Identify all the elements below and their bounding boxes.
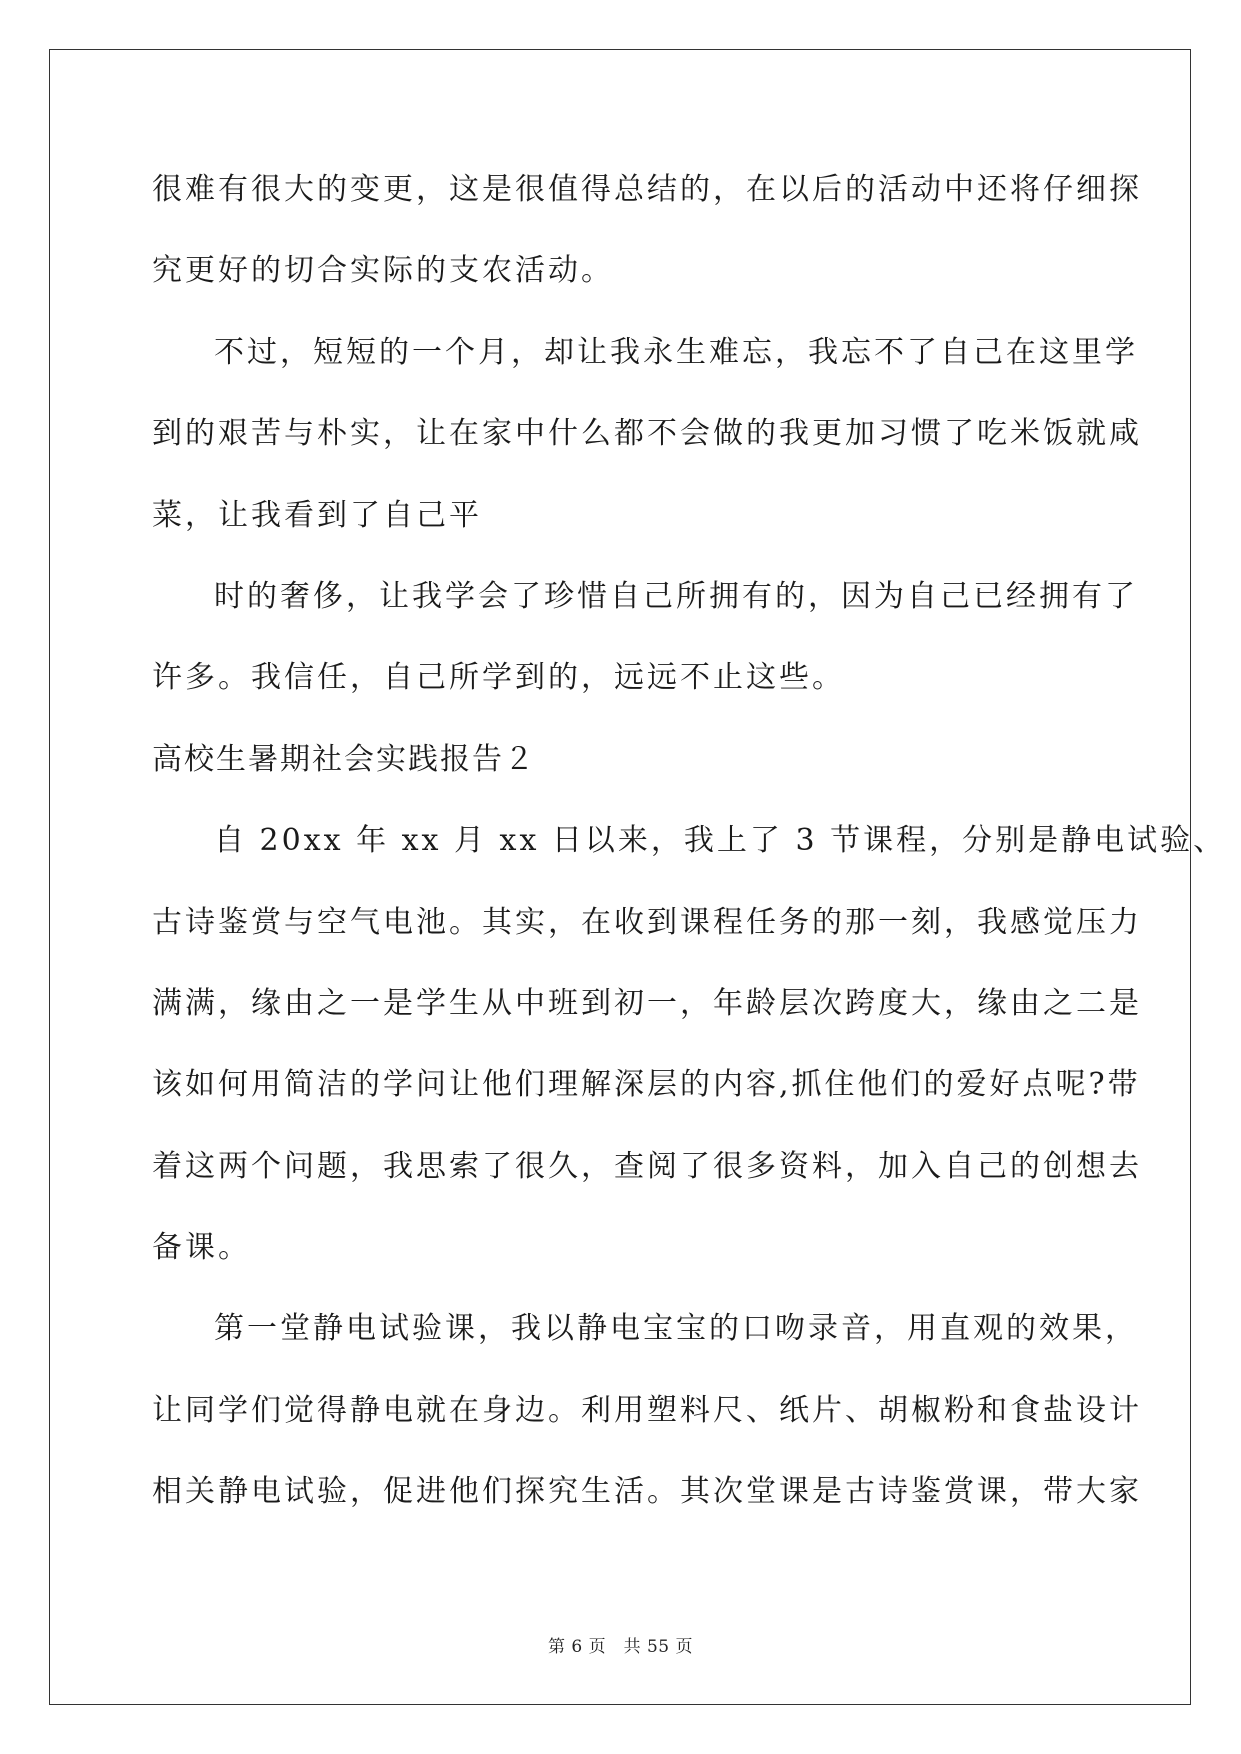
- paragraph-line: 自 20xx 年 xx 月 xx 日以来，我上了 3 节课程，分别是静电试验、: [214, 823, 1227, 859]
- paragraph-line: 到的艰苦与朴实，让在家中什么都不会做的我更加习惯了吃米饭就咸: [152, 416, 1142, 452]
- paragraph-line: 让同学们觉得静电就在身边。利用塑料尺、纸片、胡椒粉和食盐设计: [152, 1392, 1142, 1428]
- paragraph-line: 时的奢侈，让我学会了珍惜自己所拥有的，因为自己已经拥有了: [214, 578, 1138, 614]
- page-number-footer: 第 6 页 共 55 页: [547, 1637, 694, 1657]
- paragraph-line: 许多。我信任，自己所学到的，远远不止这些。: [152, 660, 845, 696]
- paragraph-line: 很难有很大的变更，这是很值得总结的，在以后的活动中还将仔细探: [152, 172, 1142, 207]
- paragraph-line: 菜，让我看到了自己平: [152, 497, 482, 533]
- paragraph-line: 第一堂静电试验课，我以静电宝宝的口吻录音，用直观的效果，: [214, 1311, 1138, 1347]
- paragraph-line: 该如何用简洁的学问让他们理解深层的内容,抓住他们的爱好点呢?带: [152, 1067, 1141, 1103]
- paragraph-line: 究更好的切合实际的支农活动。: [152, 253, 614, 289]
- paragraph-line: 满满，缘由之一是学生从中班到初一，年龄层次跨度大，缘由之二是: [152, 985, 1142, 1021]
- paragraph-line: 不过，短短的一个月，却让我永生难忘，我忘不了自己在这里学: [214, 334, 1138, 370]
- paragraph-line: 古诗鉴赏与空气电池。其实，在收到课程任务的那一刻，我感觉压力: [152, 904, 1142, 940]
- paragraph-line: 着这两个问题，我思索了很久，查阅了很多资料，加入自己的创想去: [152, 1148, 1142, 1184]
- paragraph-line: 备课。: [152, 1230, 251, 1266]
- section-heading: 高校生暑期社会实践报告２: [152, 741, 536, 777]
- paragraph-line: 相关静电试验，促进他们探究生活。其次堂课是古诗鉴赏课，带大家: [152, 1474, 1142, 1510]
- document-body: [152, 160, 1227, 1544]
